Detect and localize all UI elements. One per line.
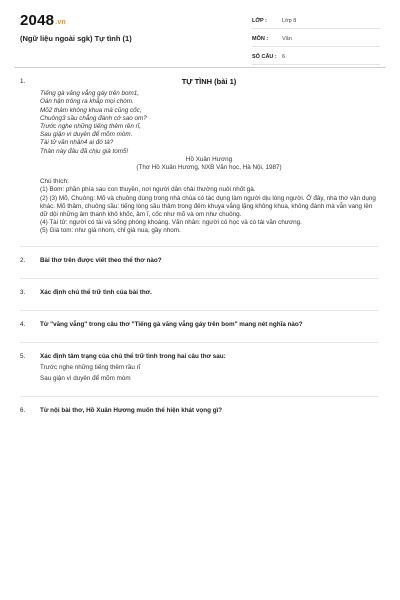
note-item: (4) Tài tử: người có tài và sống phóng khoáng. Văn nhân: người có học và có tài văn chương. [40, 219, 302, 227]
poem-line: Oán hận trông ra khắp mọi chòm. [40, 98, 134, 106]
poem-title: TỰ TÌNH (bài 1) [181, 77, 237, 86]
question-number: 3. [20, 288, 26, 296]
question-number: 5. [20, 353, 26, 361]
quoted-line: Trước nghe những tiếng thêm rầu rĩ [40, 364, 141, 372]
question-3 [20, 279, 378, 310]
question-text: Xác định tâm trạng của chủ thể trữ tình trong hai câu thơ sau: [40, 353, 226, 361]
note-item: (5) Già tom: như già nhom, chỉ già nua, gầy nhom. [40, 227, 181, 235]
question-text: Bài thơ trên được viết theo thể thơ nào? [40, 256, 162, 264]
notes-title: Chú thích: [40, 178, 69, 186]
poem [40, 90, 378, 156]
question-number: 2. [20, 256, 26, 264]
poem-line: Trước nghe những tiếng thêm rền rĩ, [40, 123, 141, 131]
poem-line: Tài tử văn nhân4 ai đó tá? [40, 139, 114, 147]
meta-label: MÔN : [252, 36, 269, 42]
logo-text: 2048 [20, 12, 55, 29]
question-number: 6. [20, 406, 26, 414]
meta-row-subject [252, 32, 380, 47]
poem-source: (Thơ Hồ Xuân Hương, NXB Văn học, Hà Nội, 1987) [136, 164, 282, 172]
meta-value: 6 [282, 54, 286, 60]
note-item: (1) Bom: phần phía sau con thuyền, nơi người dân chài thường nuôi nhốt gà. [40, 186, 256, 194]
question-1 [20, 78, 378, 236]
meta-table [252, 14, 380, 68]
question-number: 1. [20, 78, 26, 85]
question-text: Xác định chủ thể trữ tình của bài thơ. [40, 288, 152, 296]
poem-line: Tiếng gà văng vẳng gáy trên bom1, [40, 90, 140, 98]
quoted-line: Sau giận vì duyên để mõm mòm [40, 374, 131, 382]
question-number: 4. [20, 321, 26, 329]
poem-author: Hồ Xuân Hương [185, 155, 233, 163]
site-logo[interactable] [20, 12, 66, 29]
question-2 [20, 247, 378, 278]
question-4 [20, 311, 378, 342]
question-text: Từ "văng vẳng" trong câu thơ "Tiếng gà văng vẳng gáy trên bom" mang nét nghĩa nào? [40, 321, 303, 329]
question-6 [20, 397, 378, 428]
meta-row-count [252, 50, 380, 65]
note-item: (2) (3) Mõ, Chuông: Mõ và chuông dùng trong nhà chùa có tác dụng làm người dịu lòng người. Ở đây, nhà thơ vận dụng khác. Mõ thâm, chuông sầu: tiếng lòng sầu thảm trong đêm khuya vắng lặng không khua, không đánh mà vẫn vang lên dữ dội những âm thanh khô khốc, âm ĩ, cốc như mõ và om như chuông. [40, 194, 376, 219]
poem-line: Sau giận vì duyên để mõm mòm. [40, 131, 133, 139]
poem-line: Thân này đâu đã chịu già tom5! [40, 147, 129, 155]
meta-value: Văn [282, 36, 292, 42]
meta-label: LỚP : [252, 18, 267, 24]
meta-value: Lớp 8 [282, 18, 297, 24]
meta-label: SỐ CÂU : [252, 54, 277, 60]
worksheet-header [0, 0, 400, 72]
question-5 [20, 343, 378, 396]
worksheet-content [20, 78, 378, 428]
question-text: Từ nội bài thơ, Hồ Xuân Hương muốn thể hiện khát vọng gì? [40, 406, 223, 414]
poem-line: Chuông3 sầu chẳng đánh cớ sao om? [40, 114, 147, 122]
logo-ext: .vn [55, 19, 66, 26]
meta-row-class [252, 14, 380, 29]
poem-line: Mõ2 thâm không khua mà cũng cốc, [40, 106, 142, 114]
document-title: (Ngữ liệu ngoài sgk) Tự tình (1) [20, 34, 132, 43]
header-divider [14, 67, 386, 68]
